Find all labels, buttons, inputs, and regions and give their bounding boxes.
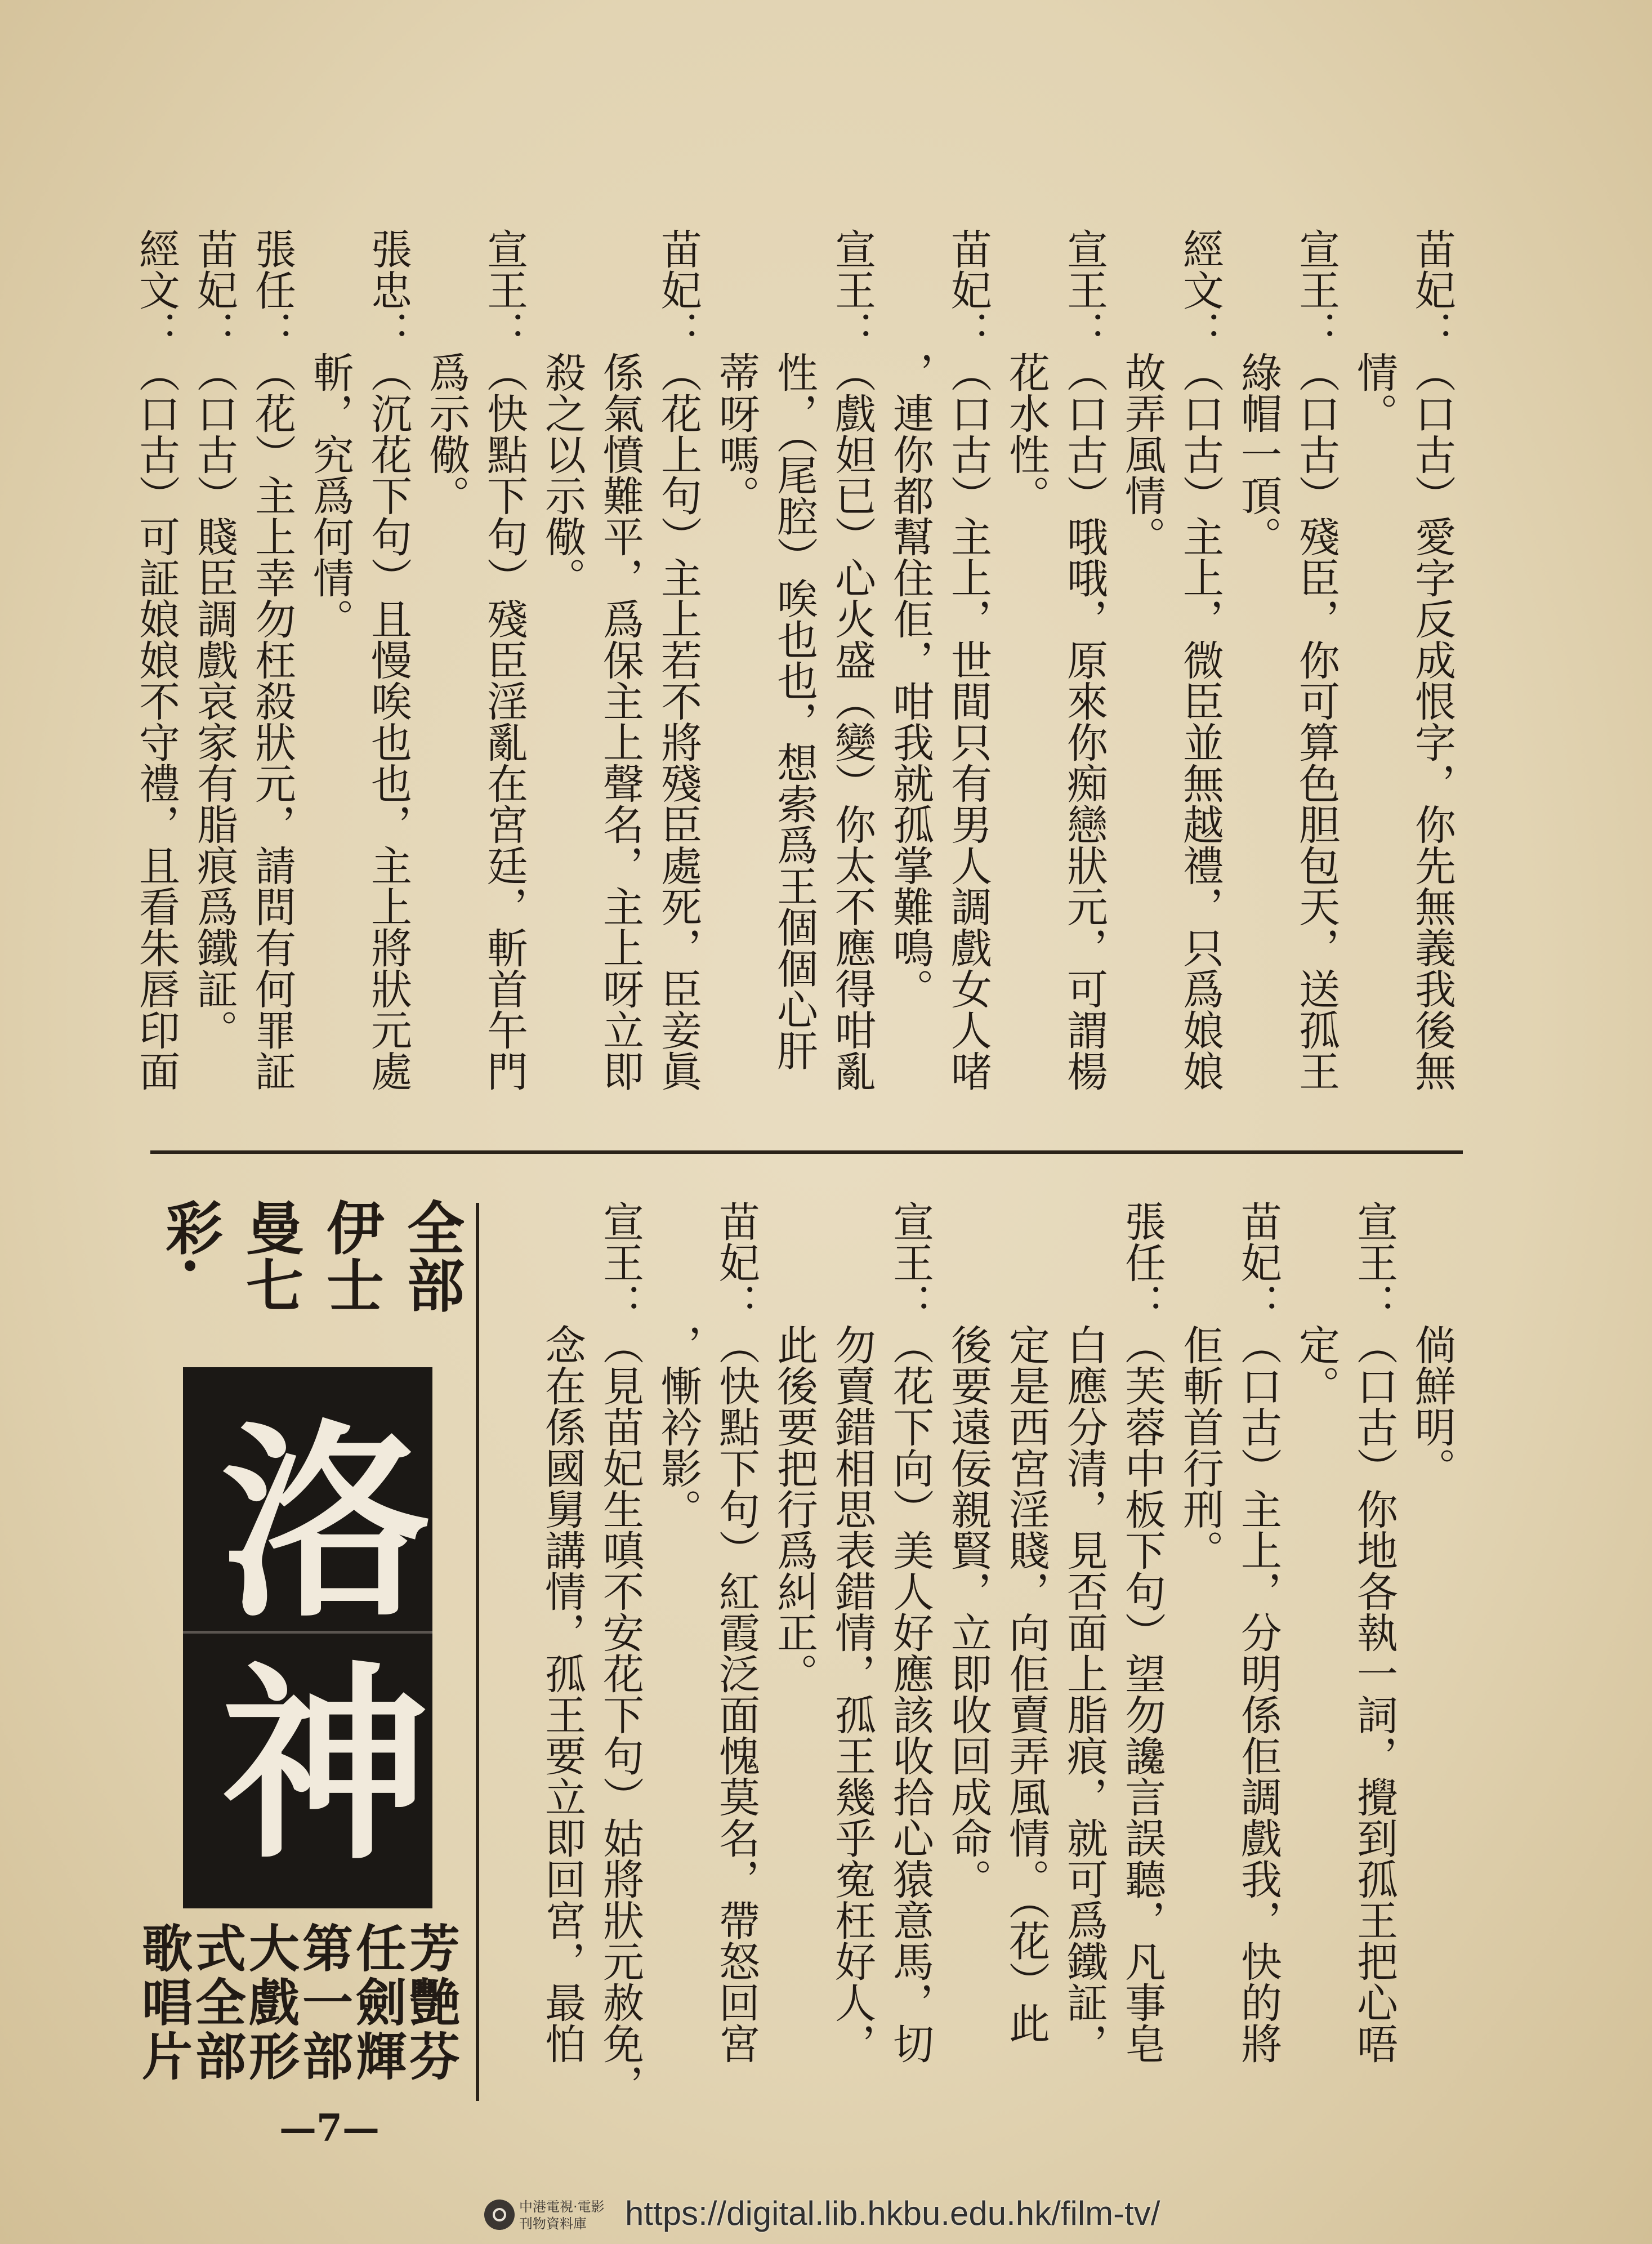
speaker-label: 苗妃： — [944, 228, 992, 351]
script-column — [881, 228, 939, 1140]
dialogue-text: 爲示儆。 — [422, 351, 470, 516]
color-format-heading — [149, 1198, 471, 1333]
section-divider-horizontal — [150, 1150, 1463, 1154]
script-column — [707, 228, 765, 1140]
dialogue-text: 此後要把行爲糾正。 — [770, 1324, 818, 1694]
script-column — [533, 228, 591, 1140]
logo-line: 中港電視·電影 — [519, 2199, 605, 2215]
dialogue-text: 綠帽一頂。 — [1234, 351, 1282, 557]
dialogue-text: 倘鮮明。 — [1408, 1324, 1455, 1488]
dialogue-text: 花水性。 — [1002, 351, 1050, 516]
credit-column: 任劍輝 — [347, 1922, 407, 2084]
film-title: 洛神 — [185, 1412, 430, 1897]
script-upper-section — [127, 228, 1461, 1140]
dialogue-text: （口古）愛字反成恨字，你先無義我後無 — [1408, 351, 1455, 1091]
dialogue-text: （戲妲已）心火盛（變）你太不應得咁亂 — [828, 351, 876, 1091]
dialogue-text: 後要遠佞親賢，立即收回成命。 — [944, 1324, 992, 1899]
dialogue-text: 蒂呀嗎。 — [712, 351, 760, 516]
script-column — [1287, 228, 1345, 1140]
script-column — [823, 228, 881, 1140]
cast-credits — [133, 1922, 460, 2091]
heading-column: 彩· — [156, 1198, 224, 1276]
logo-line: 刊物資料庫 — [519, 2216, 587, 2232]
heading-column: 全部 — [398, 1198, 465, 1313]
dialogue-text: 情。 — [1350, 351, 1397, 434]
script-column — [417, 228, 475, 1140]
dialogue-text: （花下向）美人好應該收拾心猿意馬，切 — [886, 1324, 934, 2064]
dialogue-text: （口古）主上，微臣並無越禮，只爲娘娘 — [1176, 351, 1224, 1091]
script-column — [939, 228, 997, 1140]
script-column — [939, 1201, 997, 2124]
script-column — [591, 1201, 649, 2124]
credit-column: 式全部 — [186, 1922, 246, 2084]
dialogue-text: （口古）可証娘娘不守禮，且看朱唇印面 — [132, 351, 180, 1091]
speaker-label: 經文： — [132, 228, 180, 351]
speaker-label: 宣王： — [596, 1201, 644, 1324]
script-column — [1403, 228, 1461, 1140]
speaker-label: 苗妃： — [654, 228, 702, 351]
speaker-label: 宣王： — [1060, 228, 1108, 351]
script-lower-section — [533, 1201, 1461, 2124]
script-column — [475, 228, 533, 1140]
script-column — [1171, 228, 1229, 1140]
dialogue-text: 斬，究爲何情。 — [306, 351, 354, 639]
dialogue-text: （見苗妃生嗔不安花下句）姑將狀元赦免， — [596, 1324, 644, 2105]
dialogue-text: （口古）主上，世間只有男人調戲女人啫 — [944, 351, 992, 1091]
speaker-label: 宣王： — [828, 228, 876, 351]
speaker-label: 張任： — [248, 228, 296, 351]
dialogue-text: 勿賣錯相思表錯情，孤王幾乎寃枉好人， — [828, 1324, 876, 2064]
script-column — [1287, 1201, 1345, 2124]
credit-column: 第一部 — [293, 1922, 353, 2084]
dialogue-text: 性，（尾腔）唉也也，想索爲王個個心肝 — [770, 351, 818, 1071]
script-column — [1229, 228, 1287, 1140]
script-column — [1403, 1201, 1461, 2124]
script-column — [881, 1201, 939, 2124]
heading-column: 曼七 — [236, 1198, 304, 1313]
dialogue-text: ，連你都幫住佢，咁我就孤掌難鳴。 — [886, 351, 934, 1009]
script-column — [359, 228, 417, 1140]
script-column — [765, 228, 823, 1140]
dialogue-text: （口古）主上，分明係佢調戲我，快的將 — [1234, 1324, 1282, 2064]
script-column — [765, 1201, 823, 2124]
page-number: —7— — [279, 2106, 379, 2150]
advert-divider-vertical — [476, 1203, 479, 2101]
script-column — [301, 228, 359, 1140]
script-column — [1055, 228, 1113, 1140]
heading-column: 伊士 — [317, 1198, 385, 1313]
dialogue-text: 定。 — [1292, 1324, 1340, 1406]
script-column — [591, 228, 649, 1140]
dialogue-text: 殺之以示儆。 — [538, 351, 586, 598]
dialogue-text: （快點下句）紅霞泛面愧莫名，帶怒回宮 — [712, 1324, 760, 2064]
script-column — [1055, 1201, 1113, 2124]
speaker-label: 宣王： — [480, 228, 528, 351]
speaker-label: 宣王： — [1292, 228, 1340, 351]
dialogue-text: 係氣憤難平，爲保主上聲名，主上呀立即 — [596, 351, 644, 1091]
dialogue-text: 念在係國舅講情，孤王要立即回宮，最怕 — [538, 1324, 586, 2064]
dialogue-text: （口古）你地各執一詞，攪到孤王把心唔 — [1350, 1324, 1397, 2064]
speaker-label: 經文： — [1176, 228, 1224, 351]
watermark-url: https://digital.lib.hkbu.edu.hk/film-tv/ — [625, 2194, 1160, 2232]
script-column — [1113, 228, 1171, 1140]
script-column — [1229, 1201, 1287, 2124]
script-column — [127, 228, 185, 1140]
speaker-label: 苗妃： — [712, 1201, 760, 1324]
script-column — [649, 228, 707, 1140]
speaker-label: 張忠： — [364, 228, 412, 351]
script-column — [1345, 1201, 1403, 2124]
script-column — [823, 1201, 881, 2124]
dialogue-text: （口古）賤臣調戲哀家有脂痕爲鐵証。 — [190, 351, 238, 1050]
dialogue-text: （花上句）主上若不將殘臣處死，臣妾眞 — [654, 351, 702, 1091]
speaker-label: 宣王： — [886, 1201, 934, 1324]
script-column — [649, 1201, 707, 2124]
dialogue-text: （快點下句）殘臣淫亂在宮廷，斬首午門 — [480, 351, 528, 1091]
script-column — [533, 1201, 591, 2124]
dialogue-text: （口古）哦哦，原來你痴戀狀元，可謂楊 — [1060, 351, 1108, 1091]
credit-column: 歌唱片 — [133, 1922, 193, 2084]
dialogue-text: 故弄風情。 — [1118, 351, 1166, 557]
script-column — [1345, 228, 1403, 1140]
script-column — [1113, 1201, 1171, 2124]
script-column — [1171, 1201, 1229, 2124]
credit-column: 芳艷芬 — [400, 1922, 460, 2084]
dialogue-text: （芙蓉中板下句）望勿讒言誤聽，凡事皂 — [1118, 1324, 1166, 2064]
dialogue-text: 定是西宮淫賤，向佢賣弄風情。（花）此 — [1002, 1324, 1050, 2044]
dialogue-text: ，慚衿影。 — [654, 1324, 702, 1529]
script-column — [185, 228, 243, 1140]
speaker-label: 苗妃： — [1234, 1201, 1282, 1324]
credit-column: 大戲形 — [240, 1922, 300, 2084]
script-column — [997, 228, 1055, 1140]
script-column — [707, 1201, 765, 2124]
speaker-label: 張任： — [1118, 1201, 1166, 1324]
dialogue-text: 佢斬首行刑。 — [1176, 1324, 1224, 1571]
archive-logo-text — [519, 2198, 605, 2232]
dialogue-text: （花）主上幸勿枉殺狀元，請問有何罪証 — [248, 351, 296, 1091]
film-title-wrapper — [183, 1367, 432, 1908]
speaker-label: 宣王： — [1350, 1201, 1397, 1324]
archive-logo-icon — [484, 2200, 515, 2230]
script-column — [243, 228, 301, 1140]
speaker-label: 苗妃： — [190, 228, 238, 351]
dialogue-text: 白應分清，見否面上脂痕，就可爲鐵証， — [1060, 1324, 1108, 2064]
speaker-label: 苗妃： — [1408, 228, 1455, 351]
script-column — [997, 1201, 1055, 2124]
dialogue-text: （沉花下句）且慢唉也也，主上將狀元處 — [364, 351, 412, 1091]
dialogue-text: （口古）殘臣，你可算色胆包天，送孤王 — [1292, 351, 1340, 1091]
